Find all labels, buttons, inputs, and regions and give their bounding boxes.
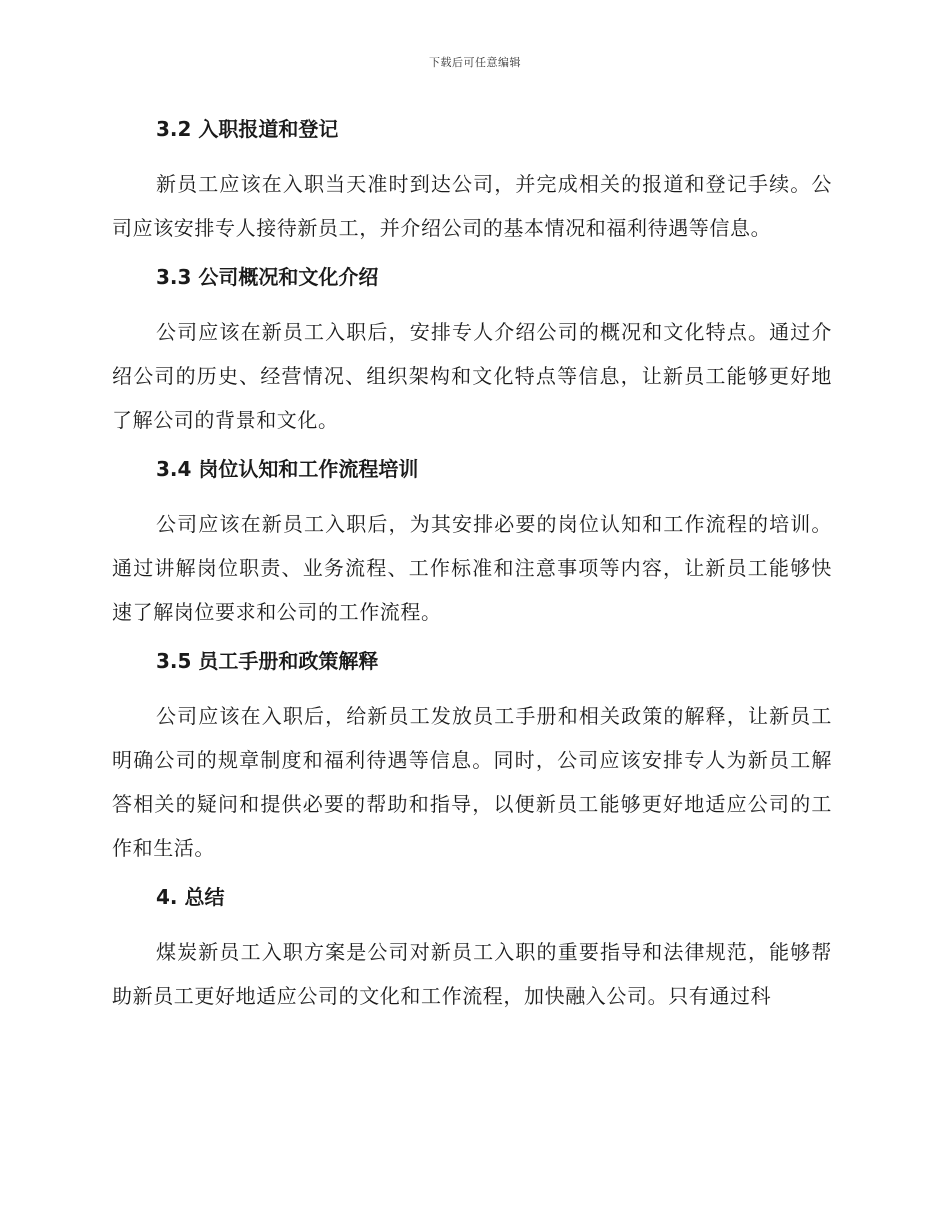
section-heading: 4. 总结: [156, 885, 225, 909]
section-3-4: [112, 450, 832, 642]
section-paragraph: 公司应该在入职后，给新员工发放员工手册和相关政策的解释，让新员工明确公司的规章制度和福利待遇等信息。同时，公司应该安排专人为新员工解答相关的疑问和提供必要的帮助和指导，以便新员工能够更好地适应公司的工作和生活。: [112, 704, 832, 860]
section-heading: 3.5 员工手册和政策解释: [156, 649, 379, 673]
section-paragraph: 公司应该在新员工入职后，安排专人介绍公司的概况和文化特点。通过介绍公司的历史、经营情况、组织架构和文化特点等信息，让新员工能够更好地了解公司的背景和文化。: [112, 320, 832, 432]
section-4: [112, 878, 832, 1018]
section-paragraph: 新员工应该在入职当天准时到达公司，并完成相关的报道和登记手续。公司应该安排专人接待新员工，并介绍公司的基本情况和福利待遇等信息。: [112, 172, 832, 240]
section-3-5: [112, 642, 832, 878]
section-paragraph: 公司应该在新员工入职后，为其安排必要的岗位认知和工作流程的培训。通过讲解岗位职责、业务流程、工作标准和注意事项等内容，让新员工能够快速了解岗位要求和公司的工作流程。: [112, 512, 832, 624]
header-note: 下载后可任意编辑: [429, 56, 521, 69]
section-3-3: [112, 258, 832, 450]
section-heading: 3.2 入职报道和登记: [156, 117, 339, 141]
section-paragraph: 煤炭新员工入职方案是公司对新员工入职的重要指导和法律规范，能够帮助新员工更好地适应公司的文化和工作流程，加快融入公司。只有通过科: [112, 940, 832, 1008]
document-body: [112, 110, 832, 1018]
section-heading: 3.3 公司概况和文化介绍: [156, 265, 379, 289]
section-heading: 3.4 岗位认知和工作流程培训: [156, 457, 419, 481]
section-3-2: [112, 110, 832, 258]
